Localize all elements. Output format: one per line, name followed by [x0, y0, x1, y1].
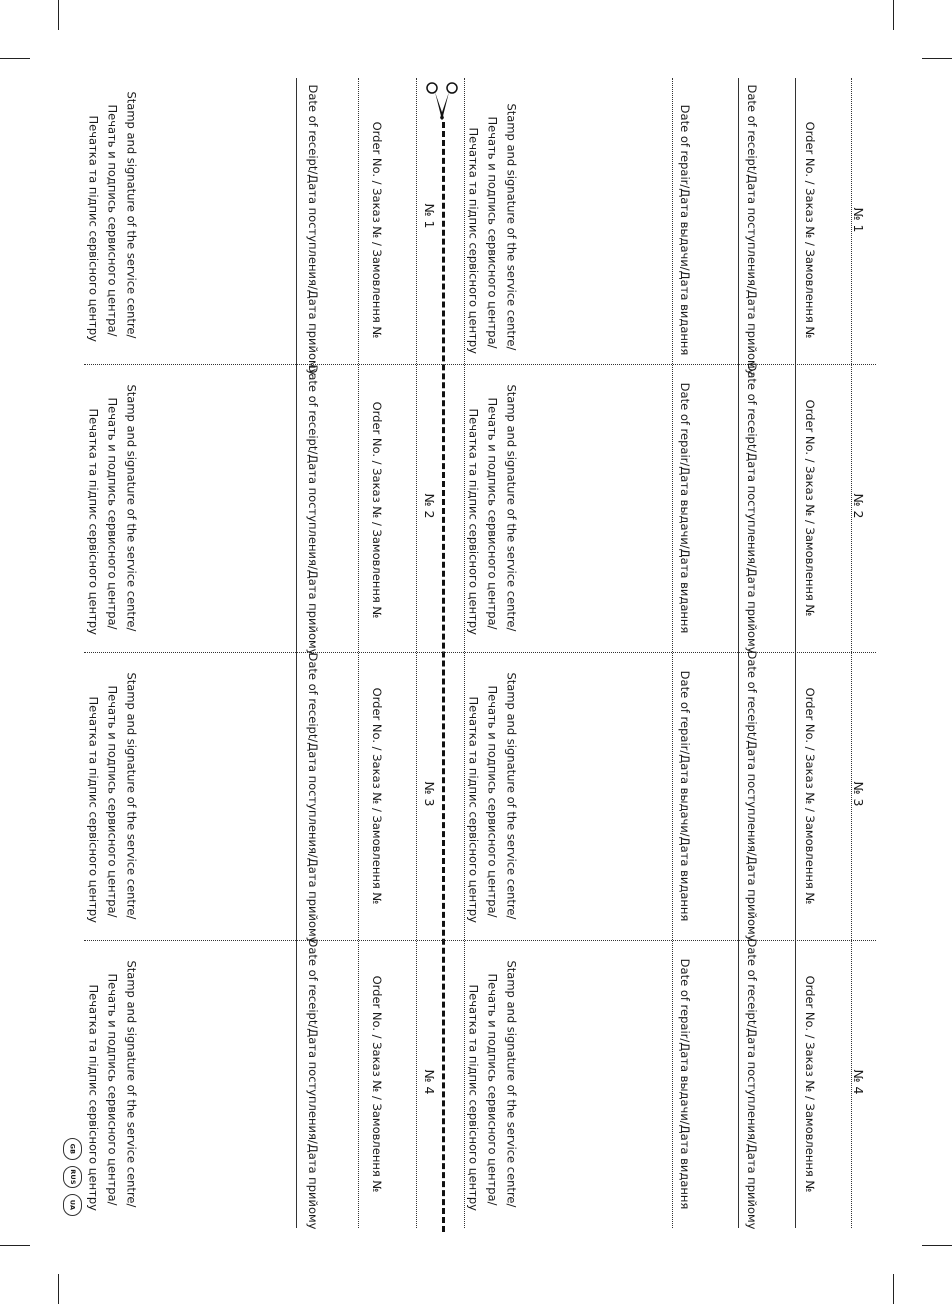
card-number: № 1 [422, 203, 437, 229]
stamp-line: Печатка та підпис сервісного центру [86, 984, 101, 1211]
language-badge-gb: GB [63, 1138, 82, 1160]
stamp-line: Печатка та підпис сервісного центру [466, 408, 481, 635]
stamp-line: Stamp and signature of the service centre/ [504, 103, 519, 351]
stamp-line: Печатка та підпис сервісного центру [86, 408, 101, 635]
field-divider [416, 78, 417, 1228]
stamp-line: Печать и подпись сервисного центра/ [105, 685, 120, 918]
stamp-signature-label [464, 961, 521, 1211]
stamp-line: Печатка та підпис сервісного центру [466, 984, 481, 1211]
stamp-line: Stamp and signature of the service centre/ [124, 960, 139, 1208]
stamp-line: Stamp and signature of the service centre/ [124, 91, 139, 339]
stamp-line: Stamp and signature of the service centre/ [124, 384, 139, 632]
receipt-date-label: Date of receipt/Дата поступления/Дата прийому [745, 650, 759, 942]
order-number-label: Order No. / Заказ № / Замовлення № [803, 687, 817, 905]
stamp-signature-label [464, 673, 521, 923]
order-number-label: Order No. / Заказ № / Замовлення № [803, 121, 817, 339]
order-number-label: Order No. / Заказ № / Замовлення № [370, 687, 384, 905]
card-number: № 1 [851, 207, 866, 233]
stamp-line: Stamp and signature of the service centre/ [504, 672, 519, 920]
stamp-signature-label [464, 104, 521, 354]
card-number: № 3 [422, 781, 437, 807]
crop-mark [922, 1245, 952, 1246]
field-divider [358, 78, 359, 1228]
receipt-date-label: Date of receipt/Дата поступления/Дата прийому [745, 84, 759, 376]
stamp-line: Stamp and signature of the service centre/ [124, 672, 139, 920]
order-number-label: Order No. / Заказ № / Замовлення № [370, 401, 384, 619]
stamp-line: Печать и подпись сервисного центра/ [485, 973, 500, 1206]
cut-line [442, 122, 445, 1232]
stamp-signature-label [84, 385, 141, 635]
field-divider [795, 78, 796, 1228]
order-number-label: Order No. / Заказ № / Замовлення № [803, 975, 817, 1193]
crop-mark [893, 1274, 894, 1304]
stamp-line: Печать и подпись сервисного центра/ [485, 116, 500, 349]
receipt-date-label: Date of receipt/Дата поступления/Дата прийому [745, 362, 759, 654]
crop-mark [893, 0, 894, 30]
stamp-signature-label [84, 92, 141, 342]
repair-date-label: Date of repair/Дата выдачи/Дата видання [678, 104, 692, 356]
language-badge-rus: RUS [63, 1166, 82, 1188]
stamp-line: Печать и подпись сервисного центра/ [105, 104, 120, 337]
card-number: № 4 [851, 1069, 866, 1095]
stamp-line: Печатка та підпис сервісного центру [466, 696, 481, 923]
receipt-date-label: Date of receipt/Дата поступления/Дата прийому [306, 84, 320, 376]
field-divider [672, 78, 673, 1228]
crop-mark [0, 1245, 30, 1246]
card-number: № 3 [851, 781, 866, 807]
card-number: № 2 [851, 493, 866, 519]
stamp-signature-label [84, 673, 141, 923]
stamp-signature-label [464, 385, 521, 635]
stamp-line: Stamp and signature of the service centre/ [504, 960, 519, 1208]
repair-date-label: Date of repair/Дата выдачи/Дата видання [678, 670, 692, 922]
receipt-date-label: Date of receipt/Дата поступления/Дата прийому [306, 938, 320, 1230]
stamp-line: Печать и подпись сервисного центра/ [485, 397, 500, 630]
stamp-signature-label [84, 961, 141, 1211]
stamp-line: Печать и подпись сервисного центра/ [105, 973, 120, 1206]
order-number-label: Order No. / Заказ № / Замовлення № [370, 121, 384, 339]
crop-mark [922, 58, 952, 59]
field-divider [296, 78, 297, 1228]
stamp-line: Печать и подпись сервисного центра/ [105, 397, 120, 630]
card-number: № 2 [422, 493, 437, 519]
stamp-line: Stamp and signature of the service centre/ [504, 384, 519, 632]
language-badges [63, 1138, 91, 1222]
language-badge-ua: UA [63, 1194, 82, 1216]
receipt-date-label: Date of receipt/Дата поступления/Дата прийому [745, 938, 759, 1230]
receipt-date-label: Date of receipt/Дата поступления/Дата прийому [306, 652, 320, 944]
stamp-line: Печатка та підпис сервісного центру [86, 115, 101, 342]
receipt-date-label: Date of receipt/Дата поступления/Дата прийому [306, 364, 320, 656]
repair-date-label: Date of repair/Дата выдачи/Дата видання [678, 958, 692, 1210]
order-number-label: Order No. / Заказ № / Замовлення № [370, 975, 384, 1193]
crop-mark [58, 0, 59, 30]
stamp-line: Печатка та підпис сервісного центру [466, 127, 481, 354]
crop-mark [58, 1274, 59, 1304]
repair-date-label: Date of repair/Дата выдачи/Дата видання [678, 382, 692, 634]
stamp-line: Печать и подпись сервисного центра/ [485, 685, 500, 918]
stamp-line: Печатка та підпис сервісного центру [86, 696, 101, 923]
crop-mark [0, 58, 30, 59]
card-number: № 4 [422, 1069, 437, 1095]
field-divider [738, 78, 739, 1228]
order-number-label: Order No. / Заказ № / Замовлення № [803, 399, 817, 617]
